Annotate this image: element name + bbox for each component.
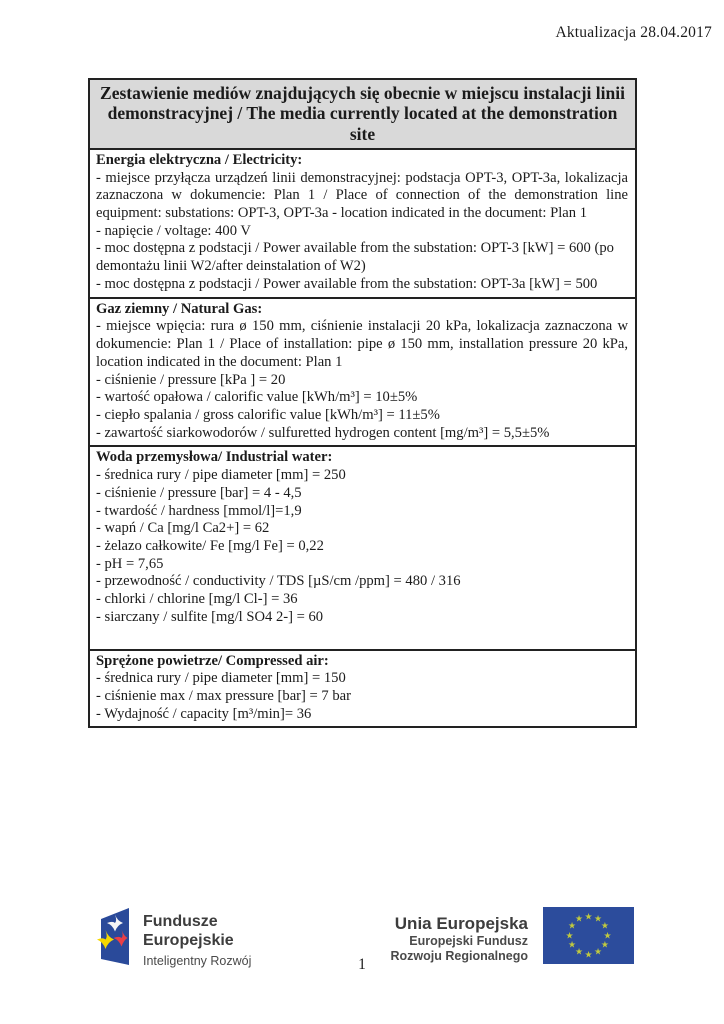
- spec-line: - siarczany / sulfite [mg/l SO4 2-] = 60: [96, 608, 324, 625]
- eu-star-icon: ★: [574, 913, 584, 924]
- page-number: 1: [358, 956, 366, 973]
- fundusze-line1: Fundusze: [143, 913, 218, 930]
- spec-line: - moc dostępna z podstacji / Power available from the substation: OPT-3 [kW] = 600 (po demontażu linii W2/after deinstalation of W2): [96, 240, 614, 275]
- section-heading: Gaz ziemny / Natural Gas:: [96, 300, 263, 317]
- media-table: [88, 78, 637, 728]
- table-title: [90, 80, 635, 150]
- section-compressed-air: [90, 649, 635, 727]
- eu-star-icon: ★: [600, 920, 609, 931]
- table-sections: [90, 150, 635, 727]
- eu-star-icon: ★: [593, 913, 603, 924]
- table-title-line1: Zestawienie mediów znajdujących się obecnie w miejscu instalacji linii: [100, 83, 625, 103]
- section-electricity: [90, 150, 635, 297]
- section-heading: Energia elektryczna / Electricity:: [96, 151, 303, 168]
- spec-line: - wartość opałowa / calorific value [kWh/m³] = 10±5%: [96, 389, 418, 406]
- spec-line: - pH = 7,65: [96, 555, 164, 572]
- spec-line: - chlorki / chlorine [mg/l Cl-] = 36: [96, 591, 298, 608]
- section-industrial-water: [90, 445, 635, 648]
- table-title-line2: demonstracyjnej / The media currently located at the demonstration site: [107, 103, 618, 144]
- spec-line: - ciśnienie / pressure [kPa ] = 20: [96, 371, 286, 388]
- eu-star-icon: ★: [584, 911, 593, 921]
- spec-line: - Wydajność / capacity [m³/min]= 36: [96, 705, 312, 722]
- eu-star-icon: ★: [574, 946, 584, 957]
- spec-line: - ciepło spalania / gross calorific value [kWh/m³] = 11±5%: [96, 406, 440, 423]
- footer: [0, 898, 724, 1008]
- spec-line: - miejsce wpięcia: rura ø 150 mm, ciśnienie instalacji 20 kPa, lokalizacja zaznaczona w dokumencie: Plan 1 / Place of installation: pipe ø 150 mm, installation pressure 20 kPa, location indicated in the document: Plan 1: [96, 318, 628, 370]
- spec-line: - twardość / hardness [mmol/l]=1,9: [96, 502, 302, 519]
- spec-line: - przewodność / conductivity / TDS [µS/cm /ppm] = 480 / 316: [96, 573, 461, 590]
- fundusze-line3: Inteligentny Rozwój: [143, 954, 252, 968]
- fundusze-line2: Europejskie: [143, 932, 234, 949]
- spec-line: - napięcie / voltage: 400 V: [96, 222, 251, 239]
- eu-star-icon: ★: [584, 949, 593, 959]
- eu-star-icon: ★: [593, 946, 603, 957]
- unia-line1: Unia Europejska: [394, 914, 528, 933]
- update-date: Aktualizacja 28.04.2017: [555, 24, 712, 41]
- eu-star-icon: ★: [565, 930, 574, 940]
- spec-line: - średnica rury / pipe diameter [mm] = 150: [96, 670, 346, 687]
- section-heading: Woda przemysłowa/ Industrial water:: [96, 449, 333, 466]
- eu-star-icon: ★: [603, 930, 612, 940]
- spec-line: - ciśnienie max / max pressure [bar] = 7 bar: [96, 688, 352, 705]
- spec-line: - średnica rury / pipe diameter [mm] = 250: [96, 467, 346, 484]
- section-natural-gas: [90, 297, 635, 446]
- spec-line: - żelazo całkowite/ Fe [mg/l Fe] = 0,22: [96, 537, 324, 554]
- eu-star-icon: ★: [567, 920, 577, 931]
- spec-line: - wapń / Ca [mg/l Ca2+] = 62: [96, 520, 270, 537]
- spec-line: - miejsce przyłącza urządzeń linii demonstracyjnej: podstacja OPT-3, OPT-3a, lokalizacja zaznaczona w dokumencie: Plan 1 / Place of connection of the demonstration line equipment: substations: OPT-3, OPT-3a - location indicated in the document: Plan 1: [96, 169, 628, 222]
- eu-star-icon: ★: [567, 939, 577, 950]
- spec-line: - moc dostępna z podstacji / Power available from the substation: OPT-3a [kW] = 500: [96, 275, 598, 292]
- spec-line: - zawartość siarkowodorów / sulfuretted hydrogen content [mg/m³] = 5,5±5%: [96, 424, 550, 441]
- unia-line2: Europejski Fundusz: [409, 934, 528, 948]
- section-heading: Sprężone powietrze/ Compressed air:: [96, 652, 329, 669]
- unia-line3: Rozwoju Regionalnego: [390, 949, 528, 963]
- eu-star-icon: ★: [600, 939, 609, 950]
- spec-line: - ciśnienie / pressure [bar] = 4 - 4,5: [96, 484, 302, 501]
